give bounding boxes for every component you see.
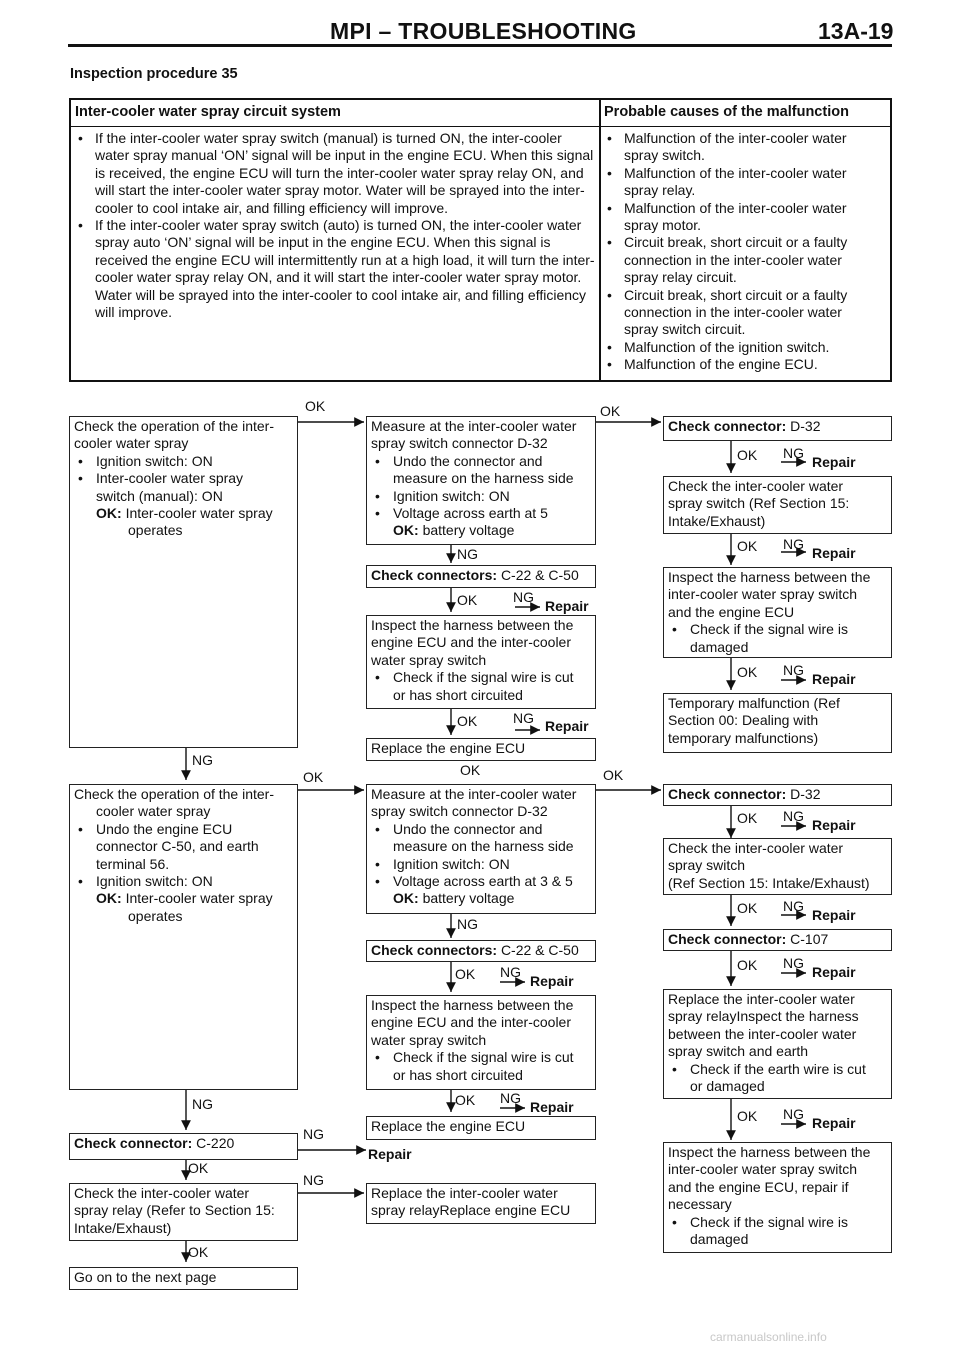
box-key: Check connector: (668, 418, 787, 434)
box-text: connector C-50, and earth (96, 838, 259, 855)
inspect-harness-box-m1 (366, 615, 596, 709)
ng-label: NG (500, 1090, 521, 1106)
ng-label: NG (783, 536, 804, 552)
box-text: Inspect the harness between the (371, 997, 574, 1013)
repair-label: Repair (530, 1099, 574, 1115)
box-text: (Ref Section 15: Intake/Exhaust) (668, 874, 870, 891)
ng-label: NG (303, 1126, 324, 1142)
ok-label: OK (460, 762, 481, 778)
repair-label: Repair (812, 817, 856, 833)
replace-ecu-box-2 (366, 1116, 596, 1140)
box-text: water spray switch (371, 1031, 487, 1048)
check-operation-box-1 (69, 416, 298, 748)
ok-label: OK (737, 664, 758, 680)
ok-label: OK (737, 810, 758, 826)
ok-label: OK (457, 592, 478, 608)
box-key: Check connector: (668, 931, 787, 947)
box-text: C-22 & C-50 (500, 567, 579, 583)
box-key: Check connectors: (371, 942, 498, 958)
ng-label: NG (783, 955, 804, 971)
ok-label: OK (737, 1108, 758, 1124)
repair-label: Repair (812, 907, 856, 923)
ng-label: NG (783, 662, 804, 678)
list-item: • Malfunction of the ignition switch. (604, 339, 876, 356)
box-text: spray switch connector D-32 (371, 803, 548, 820)
ng-label: NG (457, 916, 478, 932)
box-bullet: • Voltage across earth at 3 & 5 (371, 873, 591, 890)
connector-d32-box-2 (663, 784, 892, 806)
page-title: MPI – TROUBLESHOOTING (330, 18, 637, 44)
connector-c220-box (69, 1133, 298, 1160)
ng-label: NG (783, 445, 804, 461)
ok-label: OK (737, 447, 758, 463)
list-item: • Malfunction of the inter-cooler water spray motor. (604, 200, 876, 235)
box-bullet: • Undo the connector and (371, 821, 591, 838)
box-text: battery voltage (422, 522, 515, 539)
box-text: or has short circuited (393, 1066, 523, 1083)
box-text: damaged (690, 638, 749, 655)
box-bullet: • Check if the signal wire is cut (371, 669, 591, 686)
box-text: battery voltage (422, 890, 515, 907)
inspect-harness-box-m2 (366, 995, 596, 1090)
ok-key: OK: (393, 522, 419, 539)
box-bullet: • Ignition switch: ON (371, 856, 591, 873)
check-switch-box-1 (663, 476, 892, 534)
box-text: or damaged (690, 1078, 765, 1095)
ok-label: OK (737, 900, 758, 916)
box-text: Check the operation of the inter- (74, 786, 275, 802)
box-key: Check connector: (668, 786, 787, 802)
box-key: Check connectors: (371, 567, 498, 583)
box-text: Check the inter-cooler water (668, 478, 844, 494)
ng-label: NG (513, 710, 534, 726)
box-bullet: • Ignition switch: ON (74, 873, 293, 890)
box-text: between the inter-cooler water (668, 1025, 857, 1042)
list-item: • Malfunction of the inter-cooler water spray relay. (604, 165, 876, 200)
box-text: Intake/Exhaust) (74, 1219, 172, 1236)
box-text: measure on the harness side (393, 838, 574, 855)
box-bullet: • Undo the engine ECU (74, 821, 293, 838)
inspect-harness-box-r3 (663, 1142, 892, 1253)
repair-label: Repair (812, 671, 856, 687)
page-number: 13A-19 (818, 18, 894, 44)
temporary-malfunction-box (663, 693, 892, 753)
box-text: operates (128, 907, 183, 924)
box-text: Go on to the next page (74, 1269, 217, 1285)
ok-label: OK (457, 713, 478, 729)
check-relay-box (69, 1183, 298, 1241)
repair-label: Repair (812, 545, 856, 561)
connector-d32-box-1 (663, 416, 892, 441)
box-text: D-32 (790, 418, 821, 434)
box-text: C-107 (790, 931, 829, 947)
box-text: Check the operation of the inter- (74, 418, 275, 434)
measure-box-1 (366, 416, 596, 545)
box-text: water spray switch (371, 651, 487, 668)
box-bullet: • Ignition switch: ON (74, 453, 293, 470)
ok-label: OK (603, 767, 624, 783)
ok-label: OK (303, 769, 324, 785)
box-text: measure on the harness side (393, 470, 574, 487)
box-text: and the engine ECU (668, 603, 795, 620)
box-text: inter-cooler water spray switch (668, 586, 858, 603)
list-item: • If the inter-cooler water spray switch (manual) is turned ON, the inter-cooler water spray manual ‘ON’ signal will be input in the engine ECU. When this signal is received, the engine ECU will turn the inter-cooler water spray relay ON, and will start the inter-cooler water spray motor. Water will be sprayed into the inter-cooler to cool intake air, and filling efficiency will improve. (75, 130, 595, 217)
box-text: spray relay (Refer to Section 15: (74, 1202, 275, 1219)
repair-label: Repair (812, 1115, 856, 1131)
box-text: and the engine ECU, repair if (668, 1178, 849, 1195)
box-text: engine ECU and the inter-cooler (371, 1014, 572, 1031)
ng-label: NG (513, 589, 534, 605)
box-text: C-22 & C-50 (500, 942, 579, 958)
box-text: switch (manual): ON (96, 487, 223, 504)
list-item: • Malfunction of the inter-cooler water spray switch. (604, 130, 876, 165)
box-text: Inter-cooler water spray (125, 505, 273, 522)
repair-label: Repair (368, 1146, 412, 1162)
box-key: Check connector: (74, 1135, 193, 1151)
repair-label: Repair (812, 454, 856, 470)
box-text: damaged (690, 1231, 749, 1248)
box-text: operates (128, 522, 183, 539)
box-text: spray switch (668, 857, 746, 874)
box-text: temporary malfunctions) (668, 729, 819, 746)
box-text: spray relayInspect the harness (668, 1008, 859, 1025)
ok-label: OK (737, 957, 758, 973)
box-text: necessary (668, 1196, 732, 1213)
repair-label: Repair (812, 964, 856, 980)
ok-label: OK (455, 966, 476, 982)
box-text: Measure at the inter-cooler water (371, 418, 577, 434)
ok-key: OK: (96, 505, 122, 522)
box-text: Intake/Exhaust) (668, 512, 766, 529)
ng-label: NG (457, 546, 478, 562)
box-text: inter-cooler water spray switch (668, 1161, 858, 1178)
box-bullet: • Check if the signal wire is cut (371, 1049, 591, 1066)
box-text: Temporary malfunction (Ref (668, 695, 840, 711)
ok-key: OK: (96, 890, 122, 907)
box-text: cooler water spray (74, 435, 189, 452)
replace-relay-inspect-box (663, 989, 892, 1099)
box-bullet: • Check if the signal wire is (668, 1214, 887, 1231)
list-item: • Circuit break, short circuit or a faulty connection in the inter-cooler water spray switch circuit. (604, 287, 876, 339)
box-text: spray switch (Ref Section 15: (668, 495, 850, 512)
repair-label: Repair (545, 718, 589, 734)
box-bullet: • Voltage across earth at 5 (371, 505, 591, 522)
ng-label: NG (783, 1106, 804, 1122)
box-text: Check the inter-cooler water (668, 840, 844, 856)
measure-box-2 (366, 784, 596, 914)
ng-label: NG (303, 1172, 324, 1188)
ok-label: OK (188, 1244, 209, 1260)
ok-label: OK (188, 1160, 209, 1176)
box-bullet: • Ignition switch: ON (371, 488, 591, 505)
box-text: Measure at the inter-cooler water (371, 786, 577, 802)
box-text: cooler water spray (96, 803, 211, 820)
replace-ecu-box-1 (366, 738, 596, 761)
ok-label: OK (305, 398, 326, 414)
box-text: terminal 56. (96, 855, 170, 872)
box-text: spray relayReplace engine ECU (371, 1202, 571, 1219)
ng-label: NG (192, 1096, 213, 1112)
repair-label: Repair (545, 598, 589, 614)
box-text: Inspect the harness between the (668, 1144, 871, 1160)
box-text: Inter-cooler water spray (125, 890, 273, 907)
connectors-c22-box-1 (366, 565, 596, 588)
ok-label: OK (737, 538, 758, 554)
check-switch-box-2 (663, 838, 892, 895)
inspect-harness-box-r1 (663, 567, 892, 658)
ng-label: NG (500, 964, 521, 980)
box-text: Check the inter-cooler water (74, 1185, 250, 1201)
box-text: C-220 (196, 1135, 235, 1151)
ok-key: OK: (393, 890, 419, 907)
replace-relay-ecu-box (366, 1183, 596, 1224)
box-text: or has short circuited (393, 686, 523, 703)
box-text: engine ECU and the inter-cooler (371, 634, 572, 651)
box-text: Replace the engine ECU (371, 1118, 526, 1134)
box-text: Replace the inter-cooler water (371, 1185, 558, 1201)
connector-c107-box (663, 929, 892, 951)
ng-label: NG (783, 808, 804, 824)
next-page-box (69, 1267, 298, 1290)
box-text: Inspect the harness between the (371, 617, 574, 633)
box-text: Section 00: Dealing with (668, 712, 819, 729)
col1-header: Inter-cooler water spray circuit system (75, 104, 341, 120)
ok-label: OK (600, 403, 621, 419)
connectors-c22-box-2 (366, 940, 596, 962)
ng-label: NG (192, 752, 213, 768)
col2-header: Probable causes of the malfunction (604, 104, 849, 120)
box-text: Inspect the harness between the (668, 569, 871, 585)
watermark-text: carmanualsonline.info (710, 1330, 827, 1344)
list-item: • If the inter-cooler water spray switch (auto) is turned ON, the inter-cooler water spray auto ‘ON’ signal will be input in the engine ECU. When this signal is received the engine ECU will intermittently run at a high load, it will turn the inter-cooler water spray relay ON, and it will start the inter-cooler water spray motor. Water will be sprayed into the inter-cooler to cool intake air, and filling efficiency will improve. (75, 217, 595, 321)
ng-label: NG (783, 898, 804, 914)
ok-label: OK (455, 1092, 476, 1108)
box-text: D-32 (790, 786, 821, 802)
procedure-title: Inspection procedure 35 (70, 66, 238, 82)
repair-label: Repair (530, 973, 574, 989)
box-text: spray switch and earth (668, 1043, 809, 1060)
list-item: • Circuit break, short circuit or a faulty connection in the inter-cooler water spray relay circuit. (604, 234, 876, 286)
box-bullet: • Check if the earth wire is cut (668, 1061, 887, 1078)
box-text: Replace the engine ECU (371, 740, 526, 756)
check-operation-box-2 (69, 784, 298, 1090)
box-bullet: • Undo the connector and (371, 453, 591, 470)
box-bullet: • Inter-cooler water spray (74, 470, 293, 487)
box-text: spray switch connector D-32 (371, 435, 548, 452)
box-text: Replace the inter-cooler water (668, 991, 855, 1007)
list-item: • Malfunction of the engine ECU. (604, 356, 876, 373)
box-bullet: • Check if the signal wire is (668, 621, 887, 638)
